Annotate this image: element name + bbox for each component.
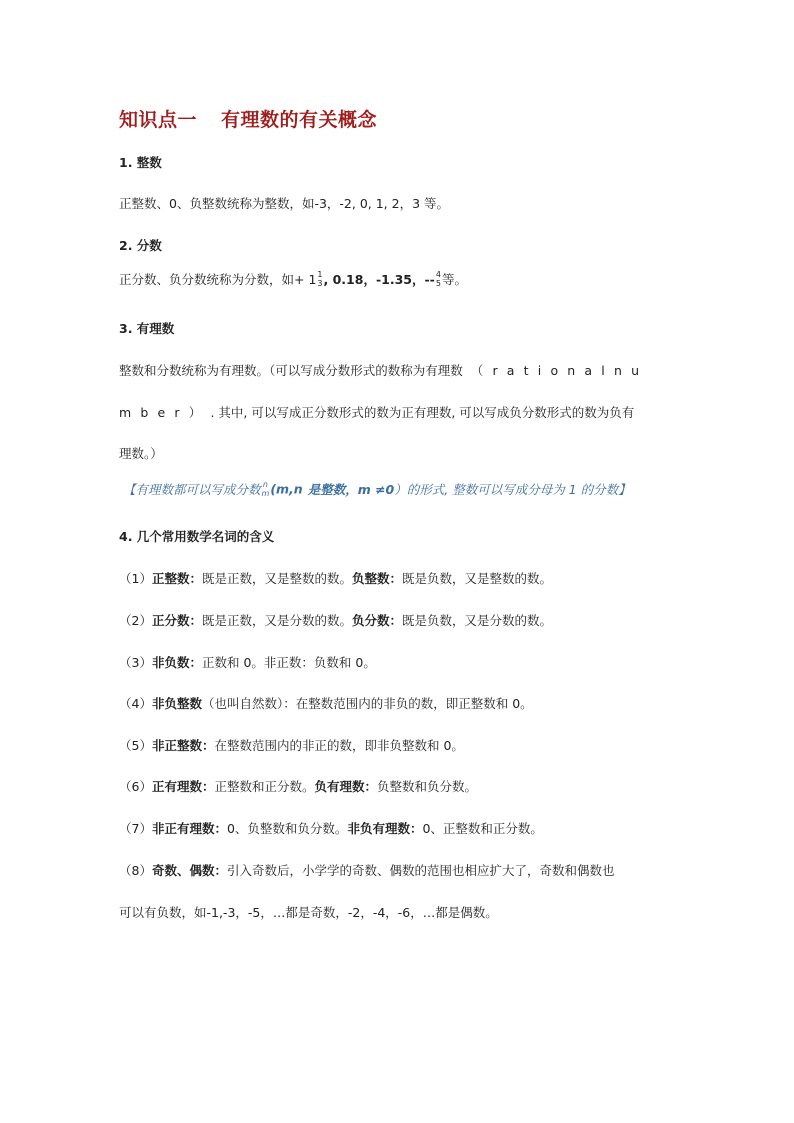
fraction-den: 5 [435,279,441,288]
item-number: （1） [119,571,152,586]
title-part-1: 知识点一 [119,109,198,131]
note-part-a: 【有理数都可以写成分数 [123,482,261,497]
definition-item-6 [119,777,477,795]
item-text: 负整数和负分数。 [377,779,478,794]
note-part-d: ）的形式, 整数可以写成分母为 1 的分数】 [394,482,631,497]
section-3-heading: 3. 有理数 [119,321,175,336]
item-term: 非负数： [151,655,202,670]
section-2-mid: , 0.18，-1.35，-- [323,272,435,287]
item-number: （2） [119,613,152,628]
section-4-heading: 4. 几个常用数学名词的含义 [119,529,275,544]
item-term: 奇数、偶数： [151,863,227,878]
fraction-num: 4 [435,270,441,279]
note-fraction-den: m [261,489,270,498]
item-term: 非正有理数： [151,821,227,836]
section-2-text [119,270,467,288]
definition-item-2 [119,611,552,629]
fraction [436,270,441,288]
item-term: 正有理数： [151,779,215,794]
definition-item-8 [119,861,614,879]
item-number: （6） [119,779,152,794]
definition-item-4 [119,694,533,712]
definition-item-5 [119,736,464,754]
item-number: （5） [119,738,152,753]
note-fraction-num: n [262,480,268,489]
item-text: 既是正数，又是分数的数。 [201,613,352,628]
mixed-fraction-num: 1 [317,270,323,279]
section-2-heading: 2. 分数 [119,238,162,253]
item-term: 正分数： [151,613,202,628]
section-3-note [123,480,631,498]
note-part-b: (m,n [270,481,303,497]
item-text: 既是正数，又是整数的数。 [201,571,352,586]
item-text: 引入奇数后，小学学的奇数、偶数的范围也相应扩大了，奇数和偶数也 [226,863,615,878]
definition-item-8-continued: 可以有负数，如-1,-3，-5，…都是奇数，-2，-4，-6，…都是偶数。 [119,905,498,920]
item-term: 正整数： [151,571,202,586]
definition-item-1 [119,569,552,587]
item-term: 负有理数： [314,779,377,794]
item-term: 非正整数： [151,738,215,753]
section-3-line-2 [119,403,634,421]
title-part-2: 有理数的有关概念 [221,109,378,131]
item-term: 负分数： [351,613,402,628]
section-3-line-3: 理数。） [119,446,163,461]
definition-item-7 [119,819,543,837]
item-term: 负整数： [351,571,402,586]
section-3-line-1a: 整数和分数统称为有理数。（可以写成分数形式的数称为有理数 [119,363,463,378]
section-3-line-1 [119,361,648,379]
mixed-fraction [317,270,322,288]
section-3-line-2b: . 其中, 可以写成正分数形式的数为正有理数, 可以写成负分数形式的数为负有 [210,405,635,420]
item-number: （3） [119,655,152,670]
section-1-text: 正整数、0、负整数统称为整数，如-3，-2, 0, 1, 2，3 等。 [119,196,450,211]
section-3-line-2a: mber） [119,405,211,420]
section-3-line-1b: （rationalnu [470,363,649,378]
item-term: 非负有理数： [347,821,423,836]
note-part-c: 是整数，m ≠0 [307,482,395,497]
note-fraction [262,480,270,498]
item-term: 非负整数 [151,696,202,711]
item-text: （也叫自然数）：在整数范围内的非负的数，即正整数和 0。 [201,696,533,711]
item-text: 0、正整数和正分数。 [422,821,543,836]
definition-item-3 [119,653,376,671]
section-2-suffix: 等。 [441,272,467,287]
item-text: 在整数范围内的非正的数，即非负整数和 0。 [214,738,464,753]
item-text: 既是负数，又是分数的数。 [402,613,553,628]
item-number: （8） [119,863,152,878]
item-text: 正整数和正分数。 [214,779,315,794]
mixed-fraction-den: 3 [317,279,323,288]
page-title [119,105,377,132]
item-number: （4） [119,696,152,711]
item-text: 0、负整数和负分数。 [226,821,348,836]
item-text: 正数和 0。非正数：负数和 0。 [201,655,376,670]
item-number: （7） [119,821,152,836]
item-text: 既是负数，又是整数的数。 [402,571,553,586]
section-1-heading: 1. 整数 [119,155,162,170]
section-2-prefix: 正分数、负分数统称为分数，如+ 1 [119,272,317,287]
